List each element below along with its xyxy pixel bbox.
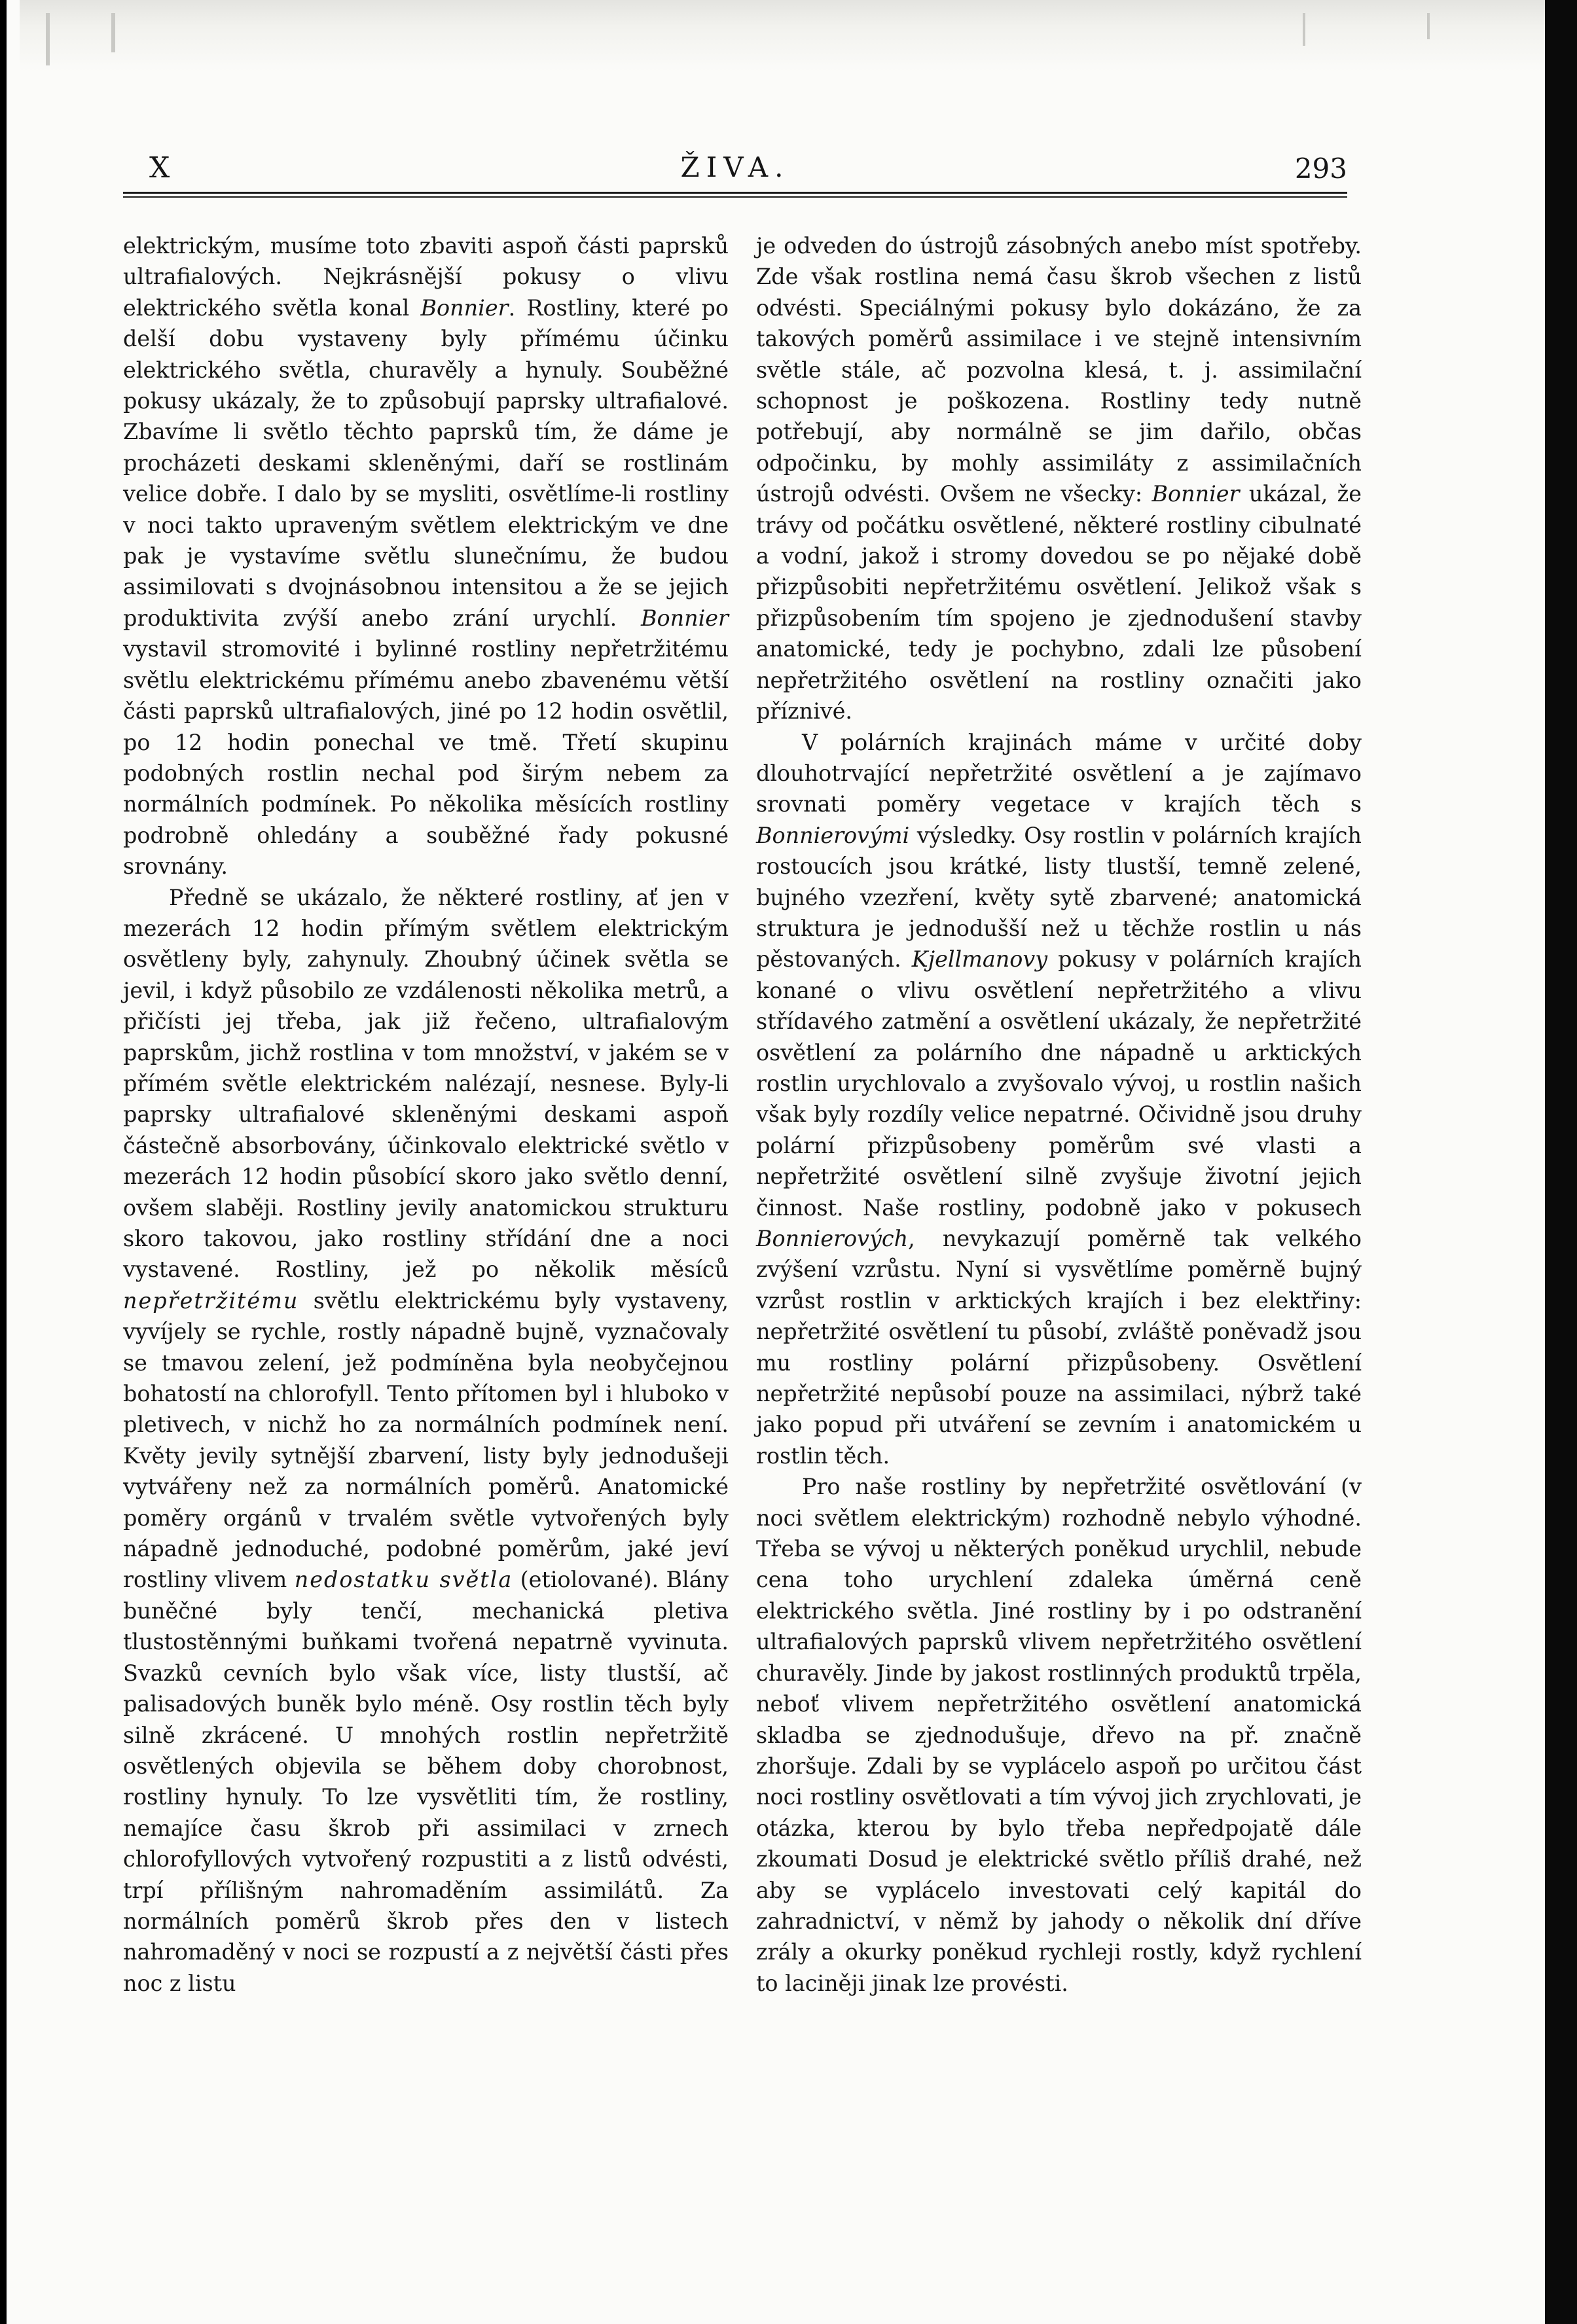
author-name: Bonnierových [756, 1226, 909, 1251]
text-run: Předně se ukázalo, že některé rostliny, ať jen v mezerách 12 hodin přímým světlem elektrickým osvětleny byly, zahynuly. Zhoubný účinek světla se jevil, i když působilo ze vzdálenosti několika metrů, a přičísti jej třeba, jak již řečeno, ultrafialovým paprskům, jichž rostlina v tom množství, v jakém se v přímém světle elektrickém nalézají, nesnese. Byly-li paprsky ultrafialové skleněnými deskami aspoň částečně absorbovány, účinkovalo elektrické světlo v mezerách 12 hodin působící skoro jako světlo denní, ovšem slaběji. Rostliny jevily anatomickou strukturu skoro takovou, jako rostliny střídání dne a noci vystavené. Rostliny, jež po několik měsíců [123, 884, 729, 1283]
paragraph [756, 230, 1362, 727]
paragraph [756, 727, 1362, 1472]
text-run: V polárních krajinách máme v určité doby dlouhotrvající nepřetržité osvětlení a je zajímavo srovnati poměry vegetace v krajích těch s [756, 729, 1362, 817]
scan-artifact [1303, 13, 1305, 46]
scan-artifact [46, 13, 50, 65]
text-run: . Rostliny, které po delší dobu vystaveny byly přímému účinku elektrického světla, churavěly a hynuly. Souběžné pokusy ukázaly, že to způsobují paprsky ultrafialové. Zbavíme li světlo těchto paprsků tím, že dáme je procházeti deskami skleněnými, daří se rostlinám velice dobře. I dalo by se mysliti, osvětlíme-li rostliny v noci takto upraveným světlem elektrickým ve dne pak je vystavíme světlu slunečnímu, že budou assimilovati s dvojnásobnou intensitou a že se jejich produktivita zvýší anebo zrání urychlí. [123, 295, 729, 631]
page-number: 293 [1294, 152, 1347, 185]
author-name: Bonnier [1151, 481, 1240, 507]
text-run: světlu elektrickému byly vystaveny, vyvíjely se rychle, rostly nápadně bujně, vyznačovaly se tmavou zelení, jež podmíněna byla neobyčejnou bohatostí na chlorofyll. Tento přítomen byl i hluboko v pletivech, v nichž ho za normálních podmínek není. Květy jevily sytnější zbarvení, listy byly jednodušeji vytvářeny než za normálních poměrů. Anatomické poměry orgánů v trvalém světle vytvořených byly nápadně jednoduché, podobné poměrům, jaké jeví rostliny vlivem [123, 1287, 729, 1593]
scan-top-shadow [20, 0, 1545, 72]
author-name: Bonnierovými [756, 822, 910, 848]
text-run: výsledky. Osy rostlin v polárních krajích rostoucích jsou krátké, listy tlustší, temně zelené, bujného vzezření, květy sytě zbarvené; anatomická struktura je jednodušší než u těchže rostlin u nás pěstovaných. [756, 822, 1362, 973]
scan-edge [1546, 0, 1577, 2324]
author-name: Bonnier [640, 605, 729, 631]
text-run: ukázal, že trávy od počátku osvětlené, některé rostliny cibulnaté a vodní, jakož i stromy dovedou se po nějaké době přizpůsobiti nepřetržitému osvětlení. Jelikož však s přizpůsobením tím spojeno je zjednodušení stavby anatomické, tedy je pochybno, zdali lze působení nepřetržitého osvětlení na rostliny označiti jako příznivé. [756, 481, 1362, 724]
header-rule [123, 192, 1347, 194]
paragraph [756, 1471, 1362, 1999]
text-run: elektrickým, musíme toto zbaviti aspoň části paprsků ultrafialových. Nejkrásnější pokusy o vlivu elektrického světla konal [123, 233, 729, 321]
author-name: Kjellmanovy [911, 946, 1048, 973]
text-run: , nevykazují poměrně tak velkého zvýšení vzrůstu. Nyní si vysvětlíme poměrně bujný vzrůst rostlin v arktických krajích i bez elektřiny: nepřetržité osvětlení tu působí, zvláště poněvadž jsou mu rostliny polární přizpůsobeny. Osvětlení nepřetržité nepůsobí pouze na assimilaci, nýbrž také jako popud při utváření se zevním i anatomickém u rostlin těch. [756, 1226, 1362, 1469]
volume-number: X [149, 151, 172, 185]
left-column [123, 230, 729, 1999]
emphasis: nedostatku světla [294, 1567, 513, 1593]
journal-title: ŽIVA. [680, 151, 790, 183]
scan-artifact [1427, 13, 1430, 39]
emphasis: nepřetržitému [123, 1287, 299, 1314]
text-run: je odveden do ústrojů zásobných anebo míst spotřeby. Zde však rostlina nemá času škrob všechen z listů odvésti. Speciálnými pokusy bylo dokázáno, že za takových poměrů assimilace i ve stejně intensivním světle stále, ač pozvolna klesá, t. j. assimilační schopnost je poškozena. Rostliny tedy nutně potřebují, aby normálně se jim dařilo, občas odpočinku, by mohly assimiláty z assimilačních ústrojů odvésti. Ovšem ne všecky: [756, 233, 1362, 507]
text-run: (etiolované). Blány buněčné byly tenčí, mechanická pletiva tlustostěnnými buňkami tvořená nepatrně vyvinuta. Svazků cevních bylo však více, listy tlustší, ač palisadových buněk bylo méně. Osy rostlin těch byly silně zkrácené. U mnohých rostlin nepřetržitě osvětlených objevila se během doby chorobnost, rostliny hynuly. To lze vysvětliti tím, že rostliny, nemajíce času škrob při assimilaci v zrnech chlorofyllových vytvořený rozpustiti a z listů odvésti, trpí přílišným nahromaděním assimilátů. Za normálních poměrů škrob přes den v listech nahromaděný v noci se rozpustí a z největší části přes noc z listu [123, 1567, 729, 1996]
running-head [123, 147, 1347, 193]
header-rule-thin [123, 196, 1347, 198]
scan-artifact [111, 13, 115, 52]
text-run: vystavil stromovité i bylinné rostliny nepřetržitému světlu elektrickému přímému anebo zbavenému větší části paprsků ultrafialových, jiné po 12 hodin osvětlil, po 12 hodin ponechal ve tmě. Třetí skupinu podobných rostlin nechal pod širým nebem za normálních podmínek. Po několika měsících rostliny podrobně ohledány a souběžné řady pokusné srovnány. [123, 636, 729, 880]
paragraph [123, 230, 729, 882]
text-run: pokusy v polárních krajích konané o vlivu osvětlení nepřetržitého a vlivu střídavého zatmění a osvětlení ukázaly, že nepřetržité osvětlení za polárního dne nápadně u arktických rostlin urychlovalo a zvyšovalo vývoj, u rostlin našich však byly rozdíly velice nepatrné. Očividně jsou druhy polární přizpůsobeny poměrům své vlasti a nepřetržité osvětlení silně zvyšuje životní jejich činnost. Naše rostliny, podobně jako v pokusech [756, 946, 1362, 1221]
right-column [756, 230, 1362, 1999]
author-name: Bonnier [420, 295, 509, 321]
text-run: Pro naše rostliny by nepřetržité osvětlování (v noci světlem elektrickým) rozhodně nebylo výhodné. Třeba se vývoj u některých poněkud urychlil, nebude cena toho urychlení zdaleka úměrná ceně elektrického světla. Jiné rostliny by i po odstranění ultrafialových paprsků vlivem nepřetržitého osvětlení churavěly. Jinde by jakost rostlinných produktů trpěla, neboť vlivem nepřetržitého osvětlení anatomická skladba se zjednodušuje, dřevo na př. značně zhoršuje. Zdali by se vyplácelo aspoň po určitou část noci rostliny osvětlovati a tím vývoj jich zrychlovati, je otázka, kterou by bylo třeba nepředpojatě dále zkoumati Dosud je elektrické světlo příliš drahé, než aby se vyplácelo investovati celý kapitál do zahradnictví, v němž by jahody o několik dní dříve zrály a okurky poněkud rychleji rostly, když rychlení to laciněji jinak lze provésti. [756, 1474, 1362, 1996]
paragraph [123, 882, 729, 1999]
